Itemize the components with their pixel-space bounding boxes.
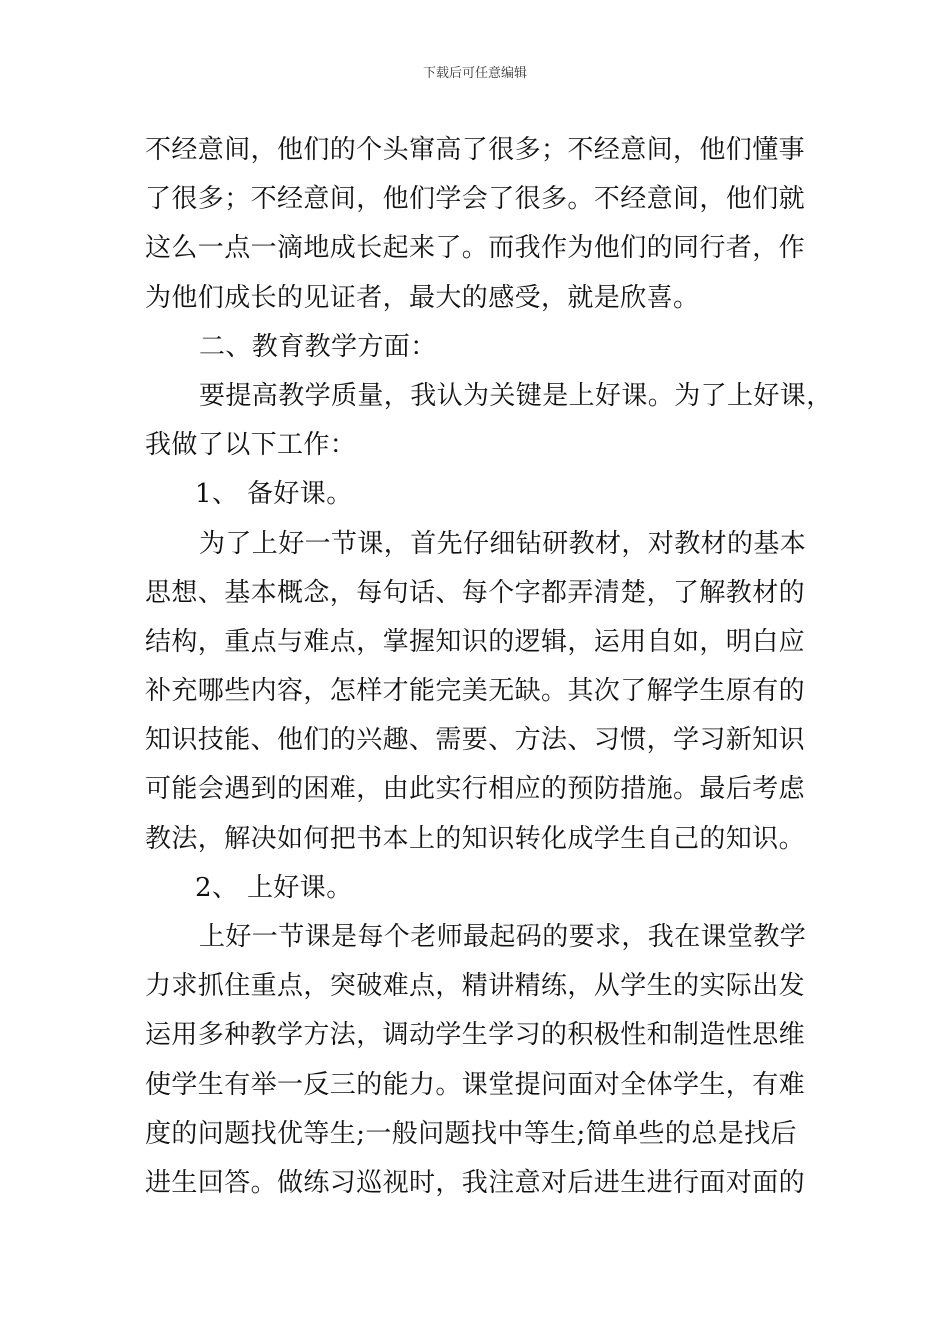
paragraph-line: 不经意间，他们的个头窜高了很多；不经意间，他们懂事 <box>145 135 806 165</box>
paragraph-line: 思想、基本概念，每句话、每个字都弄清楚，了解教材的 <box>145 577 806 608</box>
paragraph-line: 教法，解决如何把书本上的知识转化成学生自己的知识。 <box>145 823 806 854</box>
paragraph-line: 为了上好一节课，首先仔细钻研教材，对教材的基本 <box>199 528 807 559</box>
paragraph-line: 这么一点一滴地成长起来了。而我作为他们的同行者，作 <box>145 233 806 264</box>
paragraph-line: 力求抓住重点，突破难点，精讲精练，从学生的实际出发 <box>145 971 806 1002</box>
paragraph-line: 度的问题找优等生;一般问题找中等生;简单些的总是找后 <box>145 1118 797 1149</box>
paragraph-line: 我做了以下工作： <box>145 430 357 461</box>
paragraph-line: 要提高教学质量，我认为关键是上好课。为了上好课， <box>199 380 833 411</box>
paragraph-line: 运用多种教学方法，调动学生学习的积极性和制造性思维 <box>145 1020 806 1051</box>
paragraph-line: 进生回答。做练习巡视时，我注意对后进生进行面对面的 <box>145 1167 806 1198</box>
section-heading: 二、教育教学方面： <box>199 331 437 362</box>
subsection-heading: 1、 备好课。 <box>195 479 353 510</box>
paragraph-line: 了很多；不经意间，他们学会了很多。不经意间，他们就 <box>145 184 806 215</box>
paragraph-line: 结构，重点与难点，掌握知识的逻辑，运用自如，明白应 <box>145 626 806 657</box>
paragraph-line: 补充哪些内容，怎样才能完美无缺。其次了解学生原有的 <box>145 676 806 707</box>
paragraph-line: 可能会遇到的困难，由此实行相应的预防措施。最后考虑 <box>145 774 806 805</box>
paragraph-line: 知识技能、他们的兴趣、需要、方法、习惯，学习新知识 <box>145 725 806 756</box>
document-body <box>145 126 833 1208</box>
page-header: 下载后可任意编辑 <box>422 66 527 81</box>
subsection-heading: 2、 上好课。 <box>195 872 353 903</box>
paragraph-line: 上好一节课是每个老师最起码的要求，我在课堂教学 <box>199 922 807 952</box>
paragraph-line: 使学生有举一反三的能力。课堂提问面对全体学生，有难 <box>145 1069 806 1100</box>
paragraph-line: 为他们成长的见证者，最大的感受，就是欣喜。 <box>145 282 700 313</box>
